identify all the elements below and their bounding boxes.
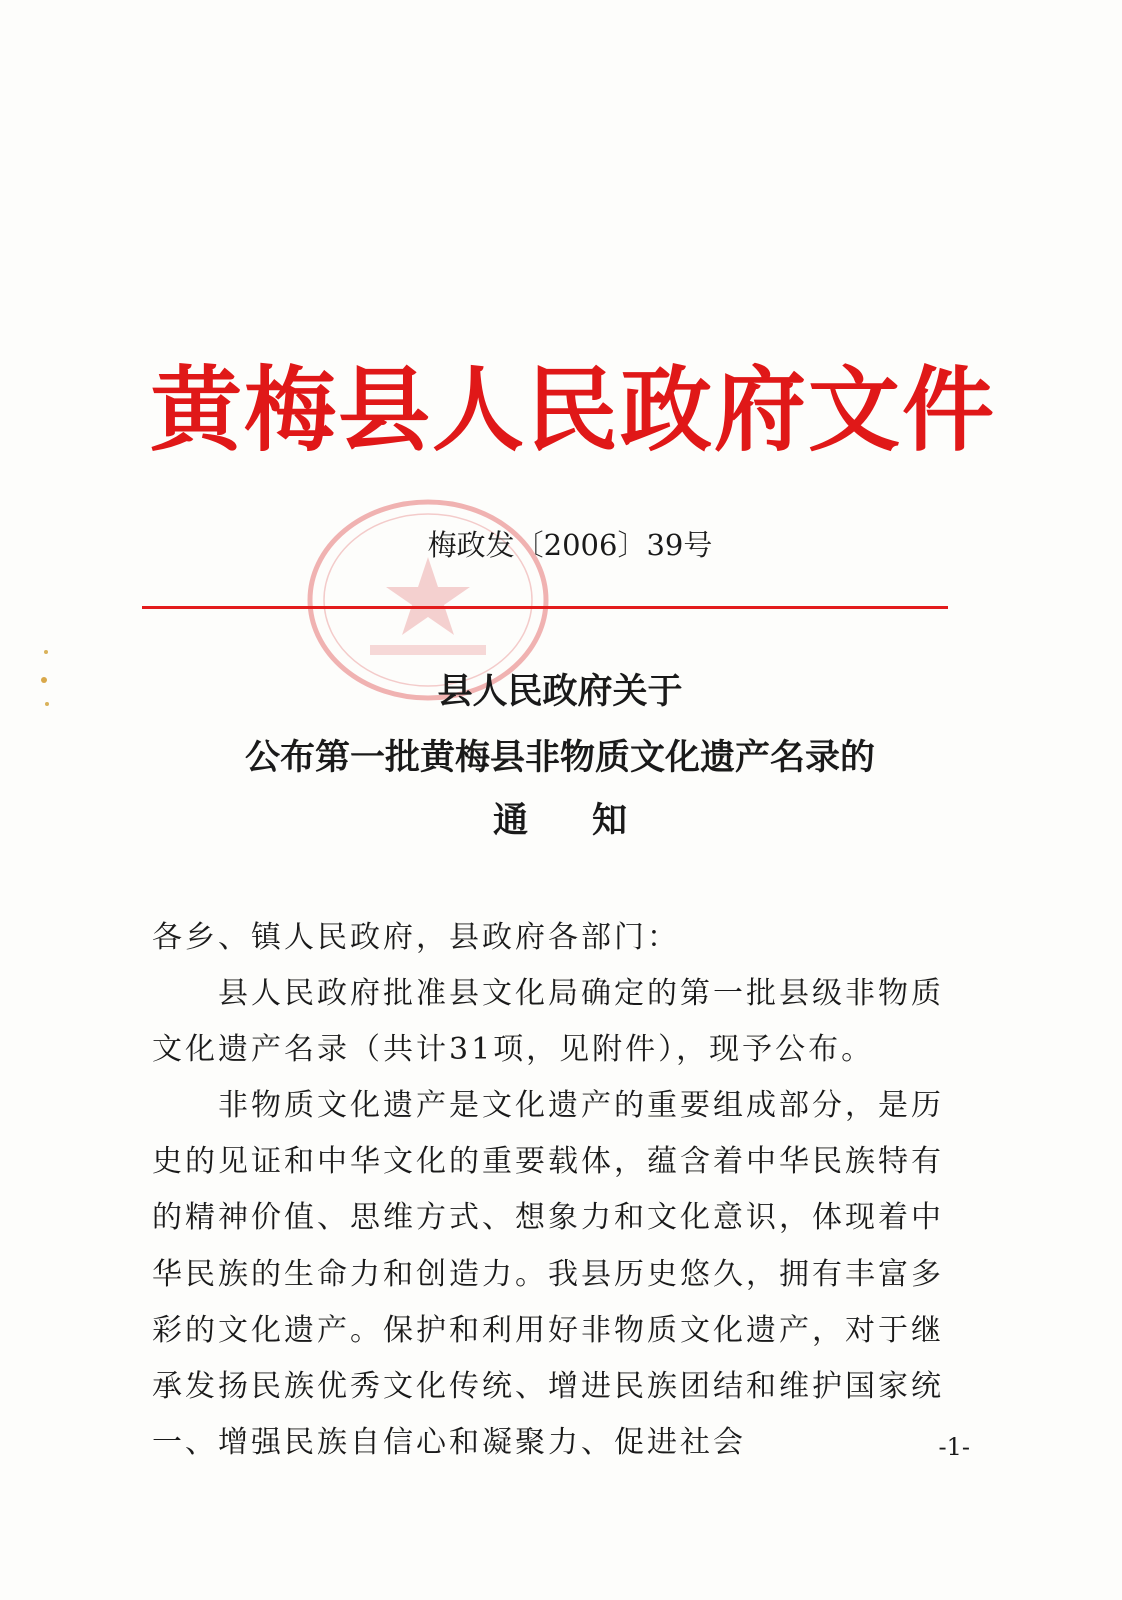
title-line-2: 公布第一批黄梅县非物质文化遗产名录的 (244, 737, 875, 778)
red-divider-line (142, 606, 948, 609)
salutation: 各乡、镇人民政府，县政府各部门： (152, 920, 680, 955)
page-number: -1- (938, 1433, 970, 1461)
paragraph-1: 县人民政府批准县文化局确定的第一批县级非物质文化遗产名录（共计31项，见附件），现予公布。 (152, 976, 944, 1068)
issuer-header: 黄梅县人民政府文件 (150, 356, 997, 464)
title-line-1: 县人民政府关于 (437, 671, 683, 712)
document-number: 梅政发〔2006〕39号 (427, 528, 713, 562)
paragraph-2: 非物质文化遗产是文化遗产的重要组成部分，是历史的见证和中华文化的重要载体，蕴含着中华民族特有的精神价值、思维方式、想象力和文化意识，体现着中华民族的生命力和创造力。我县历史悠久，拥有丰富多彩的文化遗产。保护和利用好非物质文化遗产，对于继承发扬民族优秀文化传统、增进民族团结和维护国家统一、增强民族自信心和凝聚力、促进社会 (152, 1088, 944, 1461)
title-line-3: 通知 (492, 800, 691, 841)
scan-speck-mark (36, 640, 56, 720)
